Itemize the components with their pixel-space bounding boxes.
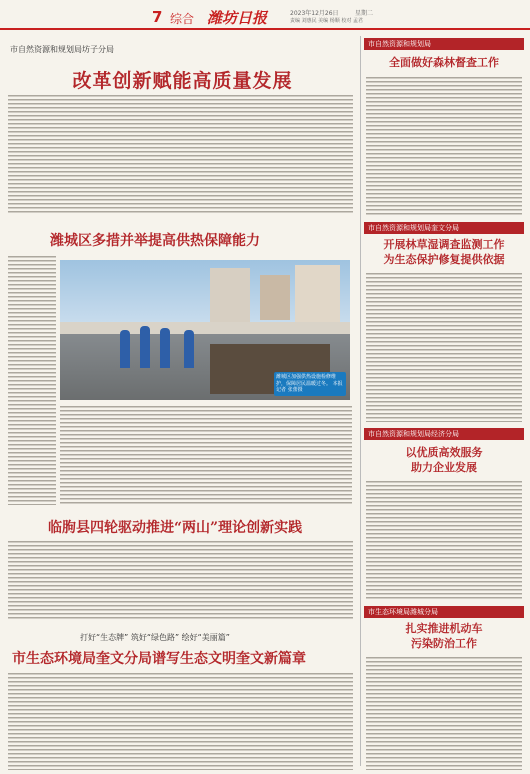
article4-kicker: 打好“生态牌” 筑好“绿色路” 绘好“美丽篇” — [80, 633, 230, 642]
article3-title: 临朐县四轮驱动推进“两山”理论创新实践 — [48, 520, 303, 536]
worker-figure — [120, 330, 130, 368]
page-header — [0, 0, 530, 30]
right-section-bar-3: 市自然资源和规划局经济分局 — [364, 428, 524, 440]
editor-line: 责编 刘惠民 美编 杨顺 校对 孟君 — [290, 18, 363, 24]
right-article4-title-line1: 扎实推进机动车 — [405, 622, 483, 635]
right-article2-title-line2: 为生态保护修复提供依据 — [383, 253, 505, 266]
building-shape — [210, 268, 250, 323]
right-article3-title-line1: 以优质高效服务 — [405, 446, 483, 459]
article1-body — [8, 94, 353, 214]
right-section-bar-4: 市生态环境局潍城分局 — [364, 606, 524, 618]
right-section-bar-2: 市自然资源和规划局奎文分局 — [364, 222, 524, 234]
right-article3-title-line2: 助力企业发展 — [411, 461, 477, 474]
article1-kicker: 市自然资源和规划局坊子分局 — [10, 45, 114, 54]
page-number: 7 — [152, 8, 163, 26]
worker-figure — [140, 326, 150, 368]
right-article1-title: 全面做好森林督查工作 — [389, 56, 499, 69]
right-article2-title-line1: 开展林草湿调查监测工作 — [383, 238, 505, 251]
worker-figure — [160, 328, 170, 368]
right-article2-body — [366, 272, 522, 422]
building-shape — [295, 265, 340, 325]
issue-date: 2023年12月26日 — [290, 10, 339, 17]
road-shape — [60, 322, 350, 334]
article4-title: 市生态环境局奎文分局谱写生态文明奎文新篇章 — [12, 651, 306, 667]
right-section-bar-1: 市自然资源和规划局 — [364, 38, 524, 50]
right-article4-title-line2: 污染防治工作 — [411, 637, 477, 650]
article2-body-bottom — [60, 405, 352, 505]
column-divider — [360, 36, 361, 766]
article2-body-left — [8, 255, 56, 505]
paper-name: 潍坊日报 — [207, 9, 268, 27]
section-name: 综合 — [170, 12, 195, 26]
building-shape — [260, 275, 290, 320]
right-article1-body — [366, 76, 522, 216]
issue-weekday: 星期二 — [355, 10, 374, 17]
worker-figure — [184, 330, 194, 368]
article1-title: 改革创新赋能高质量发展 — [72, 70, 293, 92]
article2-title: 潍城区多措并举提高供热保障能力 — [50, 233, 260, 249]
right-article3-body — [366, 480, 522, 600]
right-article4-body — [366, 656, 522, 770]
article4-body — [8, 672, 353, 770]
article3-body — [8, 540, 353, 620]
photo-caption: 潍城区加强供热设施检修维护，保障居民温暖过冬。 本报记者 张蕾摄 — [274, 372, 346, 396]
